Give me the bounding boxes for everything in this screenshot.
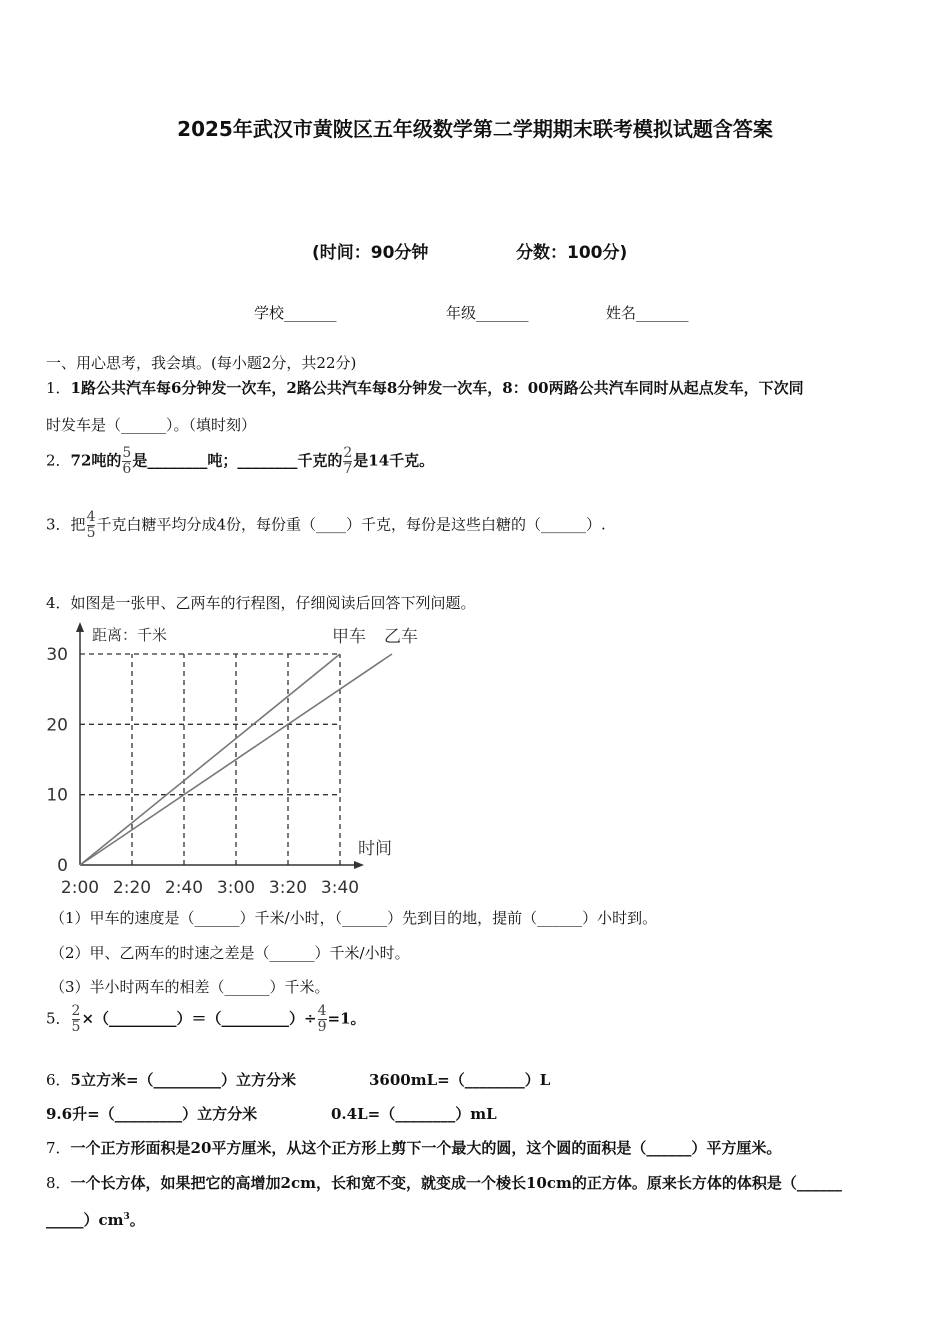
section-heading: 一、用心思考，我会填。(每小题2分，共22分): [46, 354, 357, 372]
series-label-yi: 乙车: [384, 627, 418, 647]
fraction: [318, 1004, 327, 1035]
question-text: 72吨的: [70, 451, 122, 470]
question-text: 把: [70, 515, 86, 534]
exam-time: (时间：90分钟: [312, 243, 429, 263]
question-4-part-1: （1）甲车的速度是（______）千米/小时，（______）先到目的地，提前（______）小时到。: [50, 909, 658, 927]
question-4-part-2: （2）甲、乙两车的时速之差是（______）千米/小时。: [50, 944, 410, 962]
travel-chart: [40, 620, 418, 900]
numerator: 4: [317, 1003, 327, 1019]
denominator: 7: [343, 461, 353, 477]
question-number: 8．: [46, 1174, 71, 1192]
question-text: =1。: [327, 1009, 366, 1028]
x-axis-arrow: [354, 861, 364, 869]
x-tick-label: 3:00: [216, 878, 256, 898]
question-6-c: 9.6升=（_________）立方分米: [46, 1105, 258, 1123]
question-text: 如图是一张甲、乙两车的行程图，仔细阅读后回答下列问题。: [70, 594, 476, 612]
question-number: 4．: [46, 594, 71, 612]
question-number: 1．: [46, 379, 71, 397]
question-text: 一个长方体，如果把它的高增加2cm，长和宽不变，就变成一个棱长10cm的正方体。原来长方体的体积是（______: [70, 1174, 842, 1192]
numerator: 4: [86, 509, 96, 525]
fraction: [72, 1004, 81, 1035]
x-tick-label: 3:40: [320, 878, 360, 898]
x-tick-label: 2:40: [164, 878, 204, 898]
question-text: _____）cm: [46, 1211, 124, 1229]
school-field: 学校_______: [254, 304, 337, 322]
question-text: ×（_________）＝（_________）÷: [81, 1009, 317, 1028]
denominator: 5: [71, 1019, 81, 1035]
x-tick-label: 2:00: [60, 878, 100, 898]
denominator: 6: [122, 461, 132, 477]
denominator: 9: [317, 1019, 327, 1035]
question-number: 6．: [46, 1071, 71, 1089]
question-2: [46, 446, 434, 477]
superscript: 3: [123, 1212, 130, 1222]
y-axis-label: 距离：千米: [92, 626, 168, 644]
question-text: 5立方米=（_________）立方分米: [70, 1071, 297, 1089]
exam-score: 分数：100分): [516, 243, 628, 263]
question-6: [46, 1069, 296, 1090]
question-3: [46, 510, 606, 541]
question-4-part-3: （3）半小时两车的相差（______）千米。: [50, 978, 330, 996]
fraction: [122, 446, 131, 477]
question-text: 是________吨；________千克的: [132, 451, 343, 470]
y-tick-label: 10: [46, 785, 68, 806]
numerator: 2: [71, 1003, 81, 1019]
question-number: 2．: [46, 451, 71, 470]
y-tick-label: 0: [57, 856, 68, 876]
name-field: 姓名_______: [606, 304, 689, 322]
x-tick-label: 2:20: [112, 878, 152, 898]
question-number: 5．: [46, 1009, 71, 1028]
question-5: [46, 1004, 366, 1035]
denominator: 5: [86, 525, 96, 541]
question-4: [46, 592, 476, 613]
question-text: 千克白糖平均分成4份，每份重（____）千克，每份是这些白糖的（______）.: [96, 515, 606, 534]
series-line-0: [80, 654, 340, 865]
page-title: 2025年武汉市黄陂区五年级数学第二学期期末联考模拟试题含答案: [177, 117, 773, 141]
question-number: 3．: [46, 515, 71, 534]
question-1-cont: 时发车是（______）。（填时刻）: [46, 416, 257, 434]
question-text: 是14千克。: [353, 451, 435, 470]
numerator: 5: [122, 445, 132, 461]
question-8-cont: [46, 1209, 145, 1230]
question-text: 一个正方形面积是20平方厘米，从这个正方形上剪下一个最大的圆，这个圆的面积是（______）平方厘米。: [70, 1139, 782, 1157]
fraction: [87, 510, 96, 541]
y-axis-arrow: [76, 622, 84, 632]
y-tick-label: 20: [46, 715, 68, 736]
question-6-d: 0.4L=（________）mL: [331, 1105, 497, 1123]
x-axis-label: 时间: [358, 839, 392, 859]
question-text: 1路公共汽车每6分钟发一次车，2路公共汽车每8分钟发一次车，8：00两路公共汽车同时从起点发车，下次同: [70, 379, 804, 397]
question-number: 7．: [46, 1139, 71, 1157]
question-text: 。: [129, 1211, 145, 1229]
question-8: [46, 1172, 842, 1193]
grade-field: 年级_______: [446, 304, 529, 322]
question-6-b: 3600mL=（________）L: [369, 1071, 551, 1089]
fraction: [343, 446, 352, 477]
numerator: 2: [343, 445, 353, 461]
x-tick-label: 3:20: [268, 878, 308, 898]
question-7: [46, 1137, 781, 1158]
question-1: [46, 377, 804, 398]
y-tick-label: 30: [46, 645, 68, 665]
series-label-jia: 甲车: [332, 627, 366, 647]
